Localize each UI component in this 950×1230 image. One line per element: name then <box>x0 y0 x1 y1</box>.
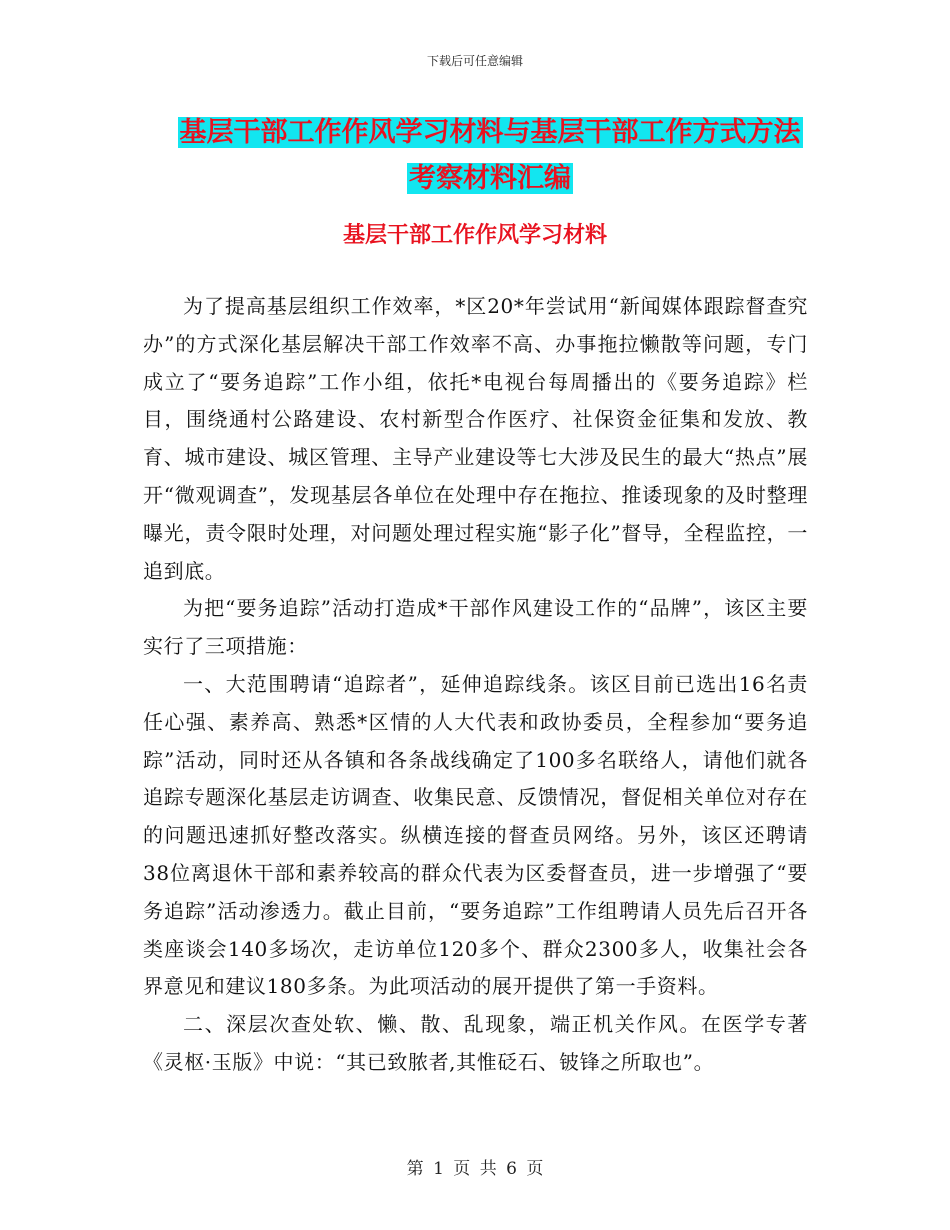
paragraph-3: 一、大范围聘请“追踪者”，延伸追踪线条。该区目前已选出16名责任心强、素养高、熟悉*区情的人大代表和政协委员，全程参加“要务追踪”活动，同时还从各镇和各条战线确定了100多名联络人，请他们就各追踪专题深化基层走访调查、收集民意、反馈情况，督促相关单位对存在的问题迅速抓好整改落实。纵横连接的督查员网络。另外，该区还聘请38位离退休干部和素养较高的群众代表为区委督查员，进一步增强了“要务追踪”活动渗透力。截止目前，“要务追踪”工作组聘请人员先后召开各类座谈会140多场次，走访单位120多个、群众2300多人，收集社会各界意见和建议180多条。为此项活动的展开提供了第一手资料。 <box>143 671 808 999</box>
document-body <box>143 288 808 1082</box>
paragraph-1: 为了提高基层组织工作效率，*区20*年尝试用“新闻媒体跟踪督查究办”的方式深化基层解决干部工作效率不高、办事拖拉懒散等问题，专门成立了“要务追踪”工作小组，依托*电视台每周播出的《要务追踪》栏目，围绕通村公路建设、农村新型合作医疗、社保资金征集和发放、教育、城市建设、城区管理、主导产业建设等七大涉及民生的最大“热点”展开“微观调查”，发现基层各单位在处理中存在拖拉、推诿现象的及时整理曝光，责令限时处理，对问题处理过程实施“影子化”督导，全程监控，一追到底。 <box>143 294 808 583</box>
paragraph-2: 为把“要务追踪”活动打造成*干部作风建设工作的“品牌”，该区主要实行了三项措施： <box>143 596 808 659</box>
document-title-line-1: 基层干部工作作风学习材料与基层干部工作方式方法 <box>179 117 801 148</box>
document-title-line-2: 考察材料汇编 <box>409 163 571 194</box>
paragraph-4: 二、深层次查处软、懒、散、乱现象，端正机关作风。在医学专著《灵枢·玉版》中说：“其已致脓者,其惟砭石、铍锋之所取也”。 <box>143 1012 808 1074</box>
document-title <box>140 110 840 202</box>
page-number: 第 1 页 共 6 页 <box>406 1159 544 1179</box>
header-note: 下载后可任意编辑 <box>426 54 523 68</box>
section-title: 基层干部工作作风学习材料 <box>342 222 607 248</box>
